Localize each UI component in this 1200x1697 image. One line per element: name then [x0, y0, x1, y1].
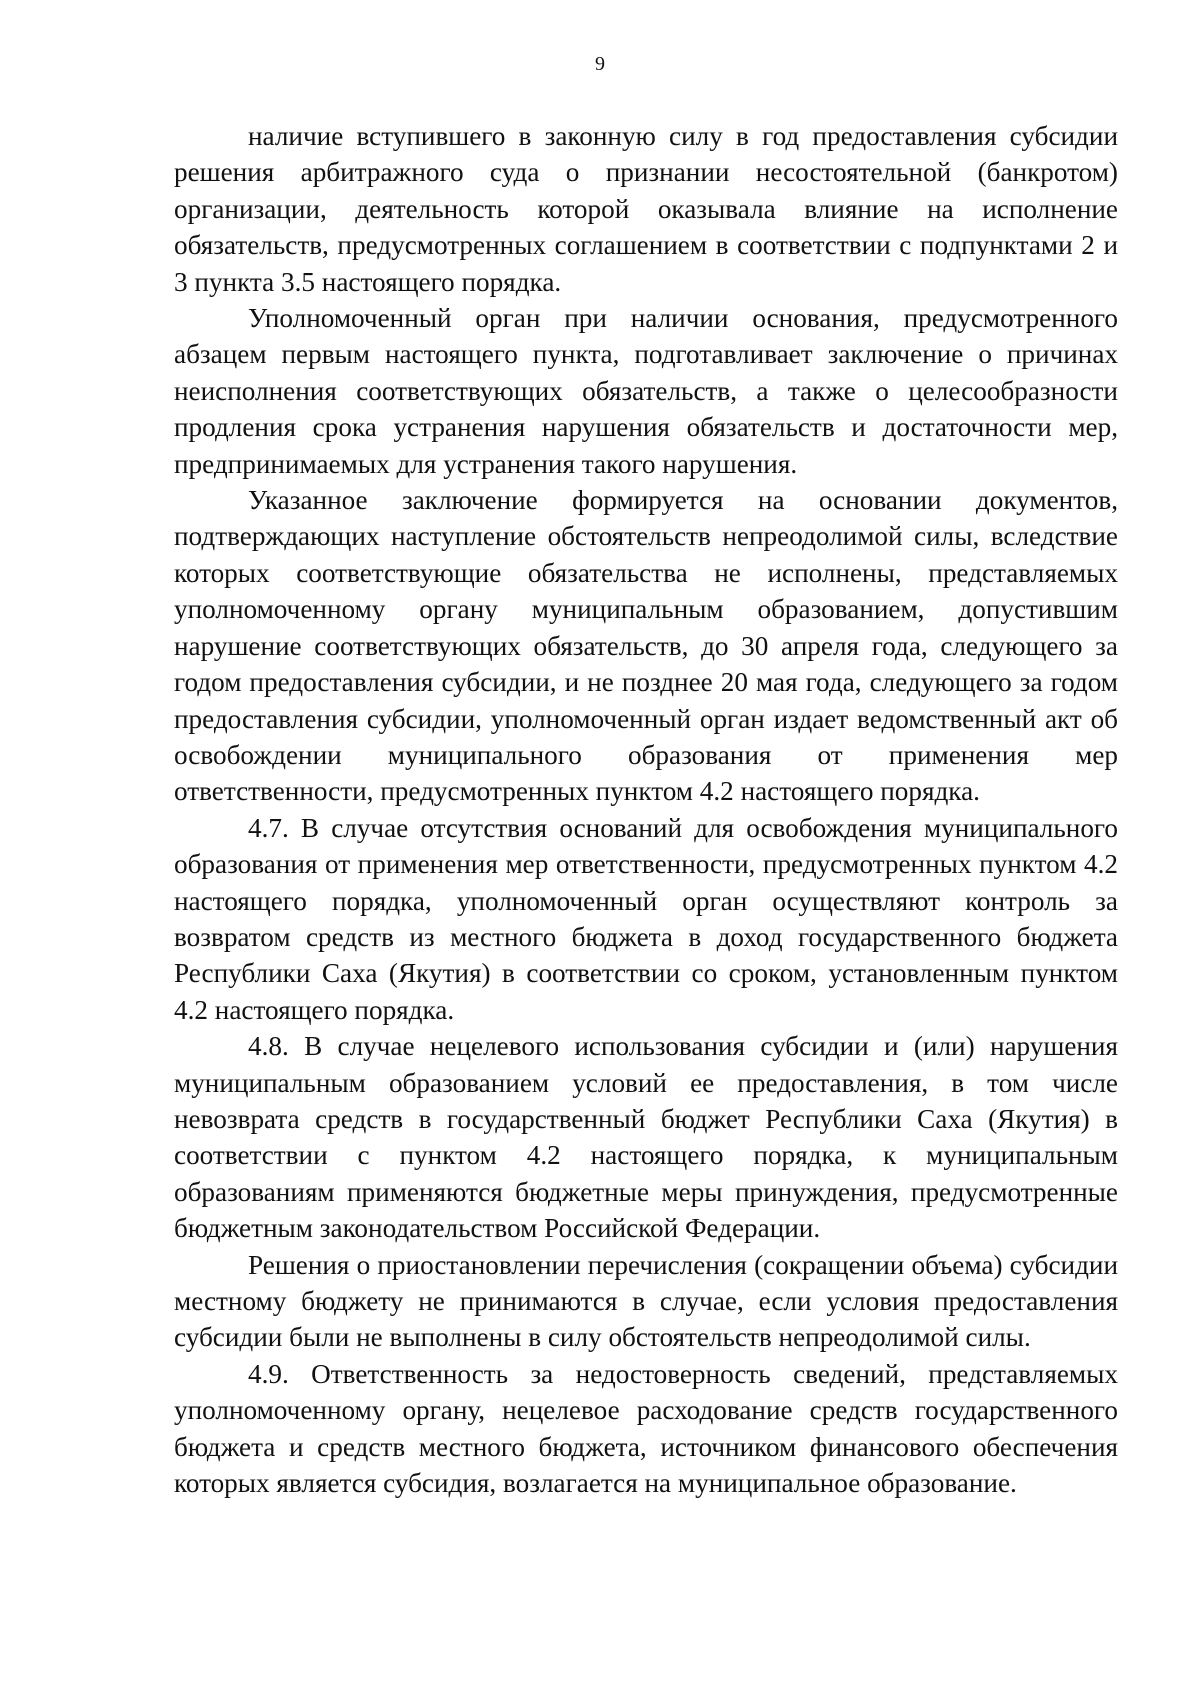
paragraph: Уполномоченный орган при наличии основания, предусмотренного абзацем первым настоящего пункта, подготавливает заключение о причинах неисполнения соответствующих обязательств, а также о целесообразности продления срока устранения нарушения обязательств и достаточности мер, предпринимаемых для устранения такого нарушения.	[174, 303, 1118, 479]
page-number: 9	[595, 53, 605, 75]
paragraph: 4.8. В случае нецелевого использования субсидии и (или) нарушения муниципальным образованием условий ее предоставления, в том числе невозврата средств в государственный бюджет Республики Саха (Якутия) в соответствии с пунктом 4.2 настоящего порядка, к муниципальным образованиям применяются бюджетные меры принуждения, предусмотренные бюджетным законодательством Российской Федерации.	[174, 1031, 1118, 1244]
document-body	[174, 118, 1118, 1501]
paragraph: наличие вступившего в законную силу в год предоставления субсидии решения арбитражного суда о признании несостоятельной (банкротом) организации, деятельность которой оказывала влияние на исполнение обязательств, предусмотренных соглашением в соответствии с подпунктами 2 и 3 пункта 3.5 настоящего порядка.	[174, 121, 1118, 297]
paragraph: Решения о приостановлении перечисления (сокращении объема) субсидии местному бюджету не принимаются в случае, если условия предоставления субсидии были не выполнены в силу обстоятельств непреодолимой силы.	[174, 1249, 1118, 1353]
paragraph: 4.7. В случае отсутствия оснований для освобождения муниципального образования от применения мер ответственности, предусмотренных пунктом 4.2 настоящего порядка, уполномоченный орган осуществляют контроль за возвратом средств из местного бюджета в доход государственного бюджета Республики Саха (Якутия) в соответствии со сроком, установленным пунктом 4.2 настоящего порядка.	[174, 812, 1118, 1025]
paragraph: Указанное заключение формируется на основании документов, подтверждающих наступление обстоятельств непреодолимой силы, вследствие которых соответствующие обязательства не исполнены, представляемых уполномоченному органу муниципальным образованием, допустившим нарушение соответствующих обязательств, до 30 апреля года, следующего за годом предоставления субсидии, и не позднее 20 мая года, следующего за годом предоставления субсидии, уполномоченный орган издает ведомственный акт об освобождении муниципального образования от применения мер ответственности, предусмотренных пунктом 4.2 настоящего порядка.	[174, 485, 1118, 807]
paragraph: 4.9. Ответственность за недостоверность сведений, представляемых уполномоченному органу, нецелевое расходование средств государственного бюджета и средств местного бюджета, источником финансового обеспечения которых является субсидия, возлагается на муниципальное образование.	[174, 1358, 1118, 1499]
